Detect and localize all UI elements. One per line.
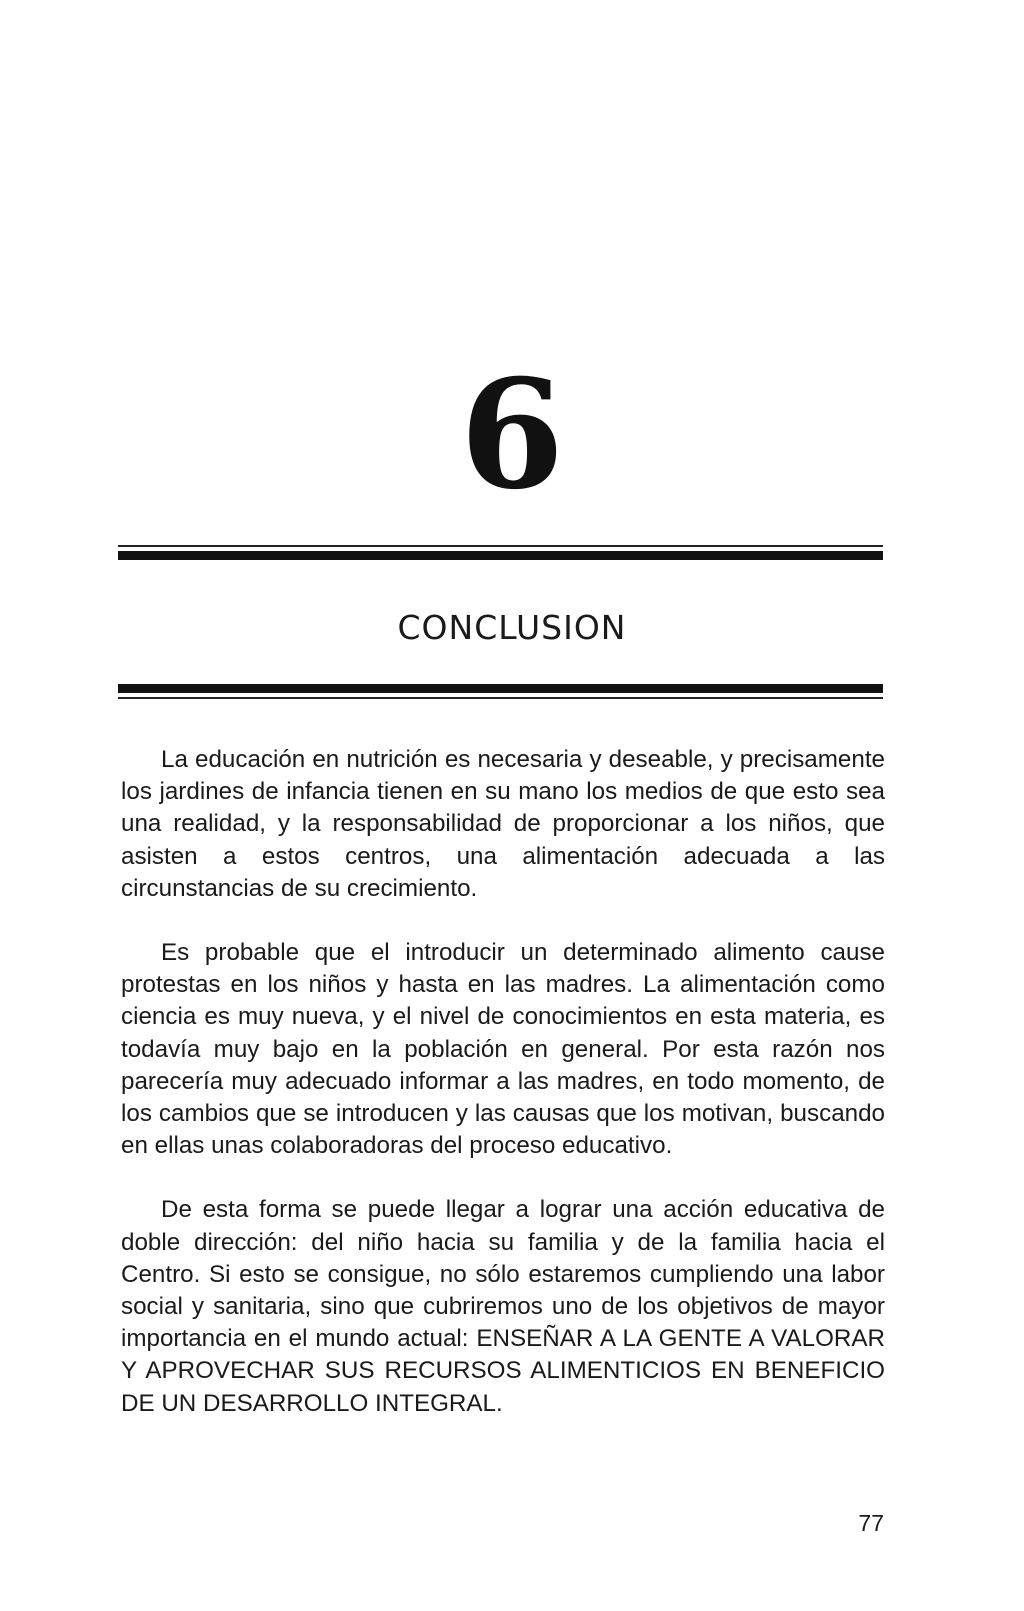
top-divider-thick-line: [118, 551, 883, 560]
chapter-title: CONCLUSION: [397, 608, 627, 647]
paragraph-2: Es probable que el introducir un determinado alimento cause protestas en los niños y hasta en las madres. La alimentación como ciencia es muy nueva, y el nivel de conocimientos en esta materia, es todavía muy bajo en la población en general. Por esta razón nos parecería muy adecuado informar a las madres, en todo momento, de los cambios que se introducen y las causas que los motivan, buscando en ellas unas colaboradoras del proceso educativo.: [121, 939, 885, 1160]
bottom-divider-thin-line: [118, 697, 883, 699]
body-text: [121, 744, 885, 1452]
page-number: 77: [858, 1510, 884, 1536]
paragraph-3: De esta forma se puede llegar a lograr una acción educativa de doble dirección: del niño hacia su familia y de la familia hacia el Centro. Si esto se consigue, no sólo estaremos cumpliendo una labor social y sanitaria, sino que cubriremos uno de los objetivos de mayor importancia en el mundo actual: ENSEÑAR A LA GENTE A VALORAR Y APROVECHAR SUS RECURSOS ALIMENTICIOS EN BENEFICIO DE UN DESARROLLO INTEGRAL.: [121, 1196, 885, 1417]
chapter-number: 6: [459, 347, 565, 523]
top-divider: [118, 545, 883, 560]
bottom-divider-thick-line: [118, 684, 883, 693]
paragraph-1: La educación en nutrición es necesaria y deseable, y precisamente los jardines de infancia tienen en su mano los medios de que esto sea una realidad, y la responsabilidad de proporcionar a los niños, que asisten a estos centros, una alimentación adecuada a las circunstancias de su crecimiento.: [121, 746, 885, 902]
bottom-divider: [118, 684, 883, 699]
